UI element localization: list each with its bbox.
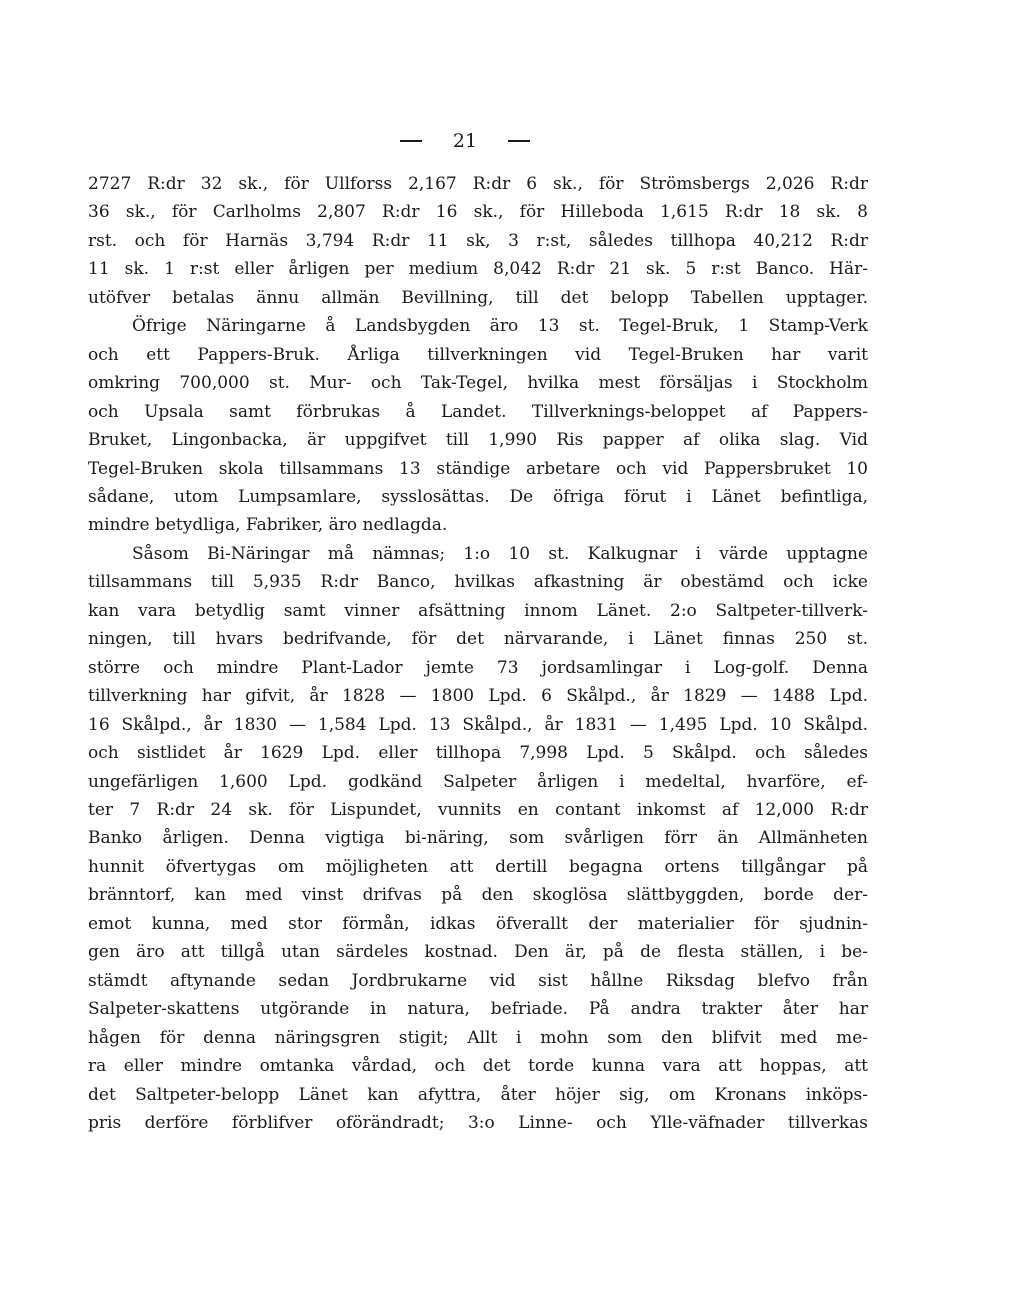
text-line: Bruket, Lingonbacka, är uppgifvet till 1,990 Ris papper af olika slag. Vid [88,430,868,451]
text-line: 36 sk., för Carlholms 2,807 R:dr 16 sk., för Hilleboda 1,615 R:dr 18 sk. 8 [88,202,868,223]
text-line: Banko årligen. Denna vigtiga bi-näring, som svårligen förr än Allmänheten [88,828,868,849]
text-line: omkring 700,000 st. Mur- och Tak-Tegel, hvilka mest försäljas i Stockholm [88,373,868,394]
text-line: hunnit öfvertygas om möjligheten att dertill begagna ortens tillgångar på [88,856,868,877]
text-line: det Saltpeter-belopp Länet kan afyttra, åter höjer sig, om Kronans inköps- [88,1084,868,1105]
text-line: mindre betydliga, Fabriker, äro nedlagda. [88,515,448,536]
text-line: och Upsala samt förbrukas å Landet. Tillverknings-beloppet af Pappers- [88,401,868,422]
text-line: ra eller mindre omtanka vårdad, och det torde kunna vara att hoppas, att [88,1056,868,1077]
text-line: stämdt aftynande sedan Jordbrukarne vid sist hållne Riksdag blefvo från [88,970,868,991]
text-line: och sistlidet år 1629 Lpd. eller tillhopa 7,998 Lpd. 5 Skålpd. och således [88,743,868,764]
text-line: Tegel-Bruken skola tillsammans 13 ständige arbetare och vid Pappersbruket 10 [88,458,868,479]
text-line: ter 7 R:dr 24 sk. för Lispundet, vunnits en contant inkomst af 12,000 R:dr [88,799,868,820]
text-line: gen äro att tillgå utan särdeles kostnad. Den är, på de flesta ställen, i be- [88,942,868,963]
header-dash-left [400,140,422,142]
text-line: bränntorf, kan med vinst drifvas på den skoglösa slättbyggden, borde der- [88,885,868,906]
text-line: hågen för denna näringsgren stigit; Allt i mohn som den blifvit med me- [88,1027,868,1048]
page-number: 21 [452,130,478,152]
text-line: emot kunna, med stor förmån, idkas öfverallt der materialier för sjudnin- [88,913,868,934]
text-line: större och mindre Plant-Lador jemte 73 jordsamlingar i Log-golf. Denna [88,657,868,678]
text-line: rst. och för Harnäs 3,794 R:dr 11 sk, 3 r:st, således tillhopa 40,212 R:dr [88,230,868,251]
text-line: sådane, utom Lumpsamlare, sysslosättas. De öfriga förut i Länet befintliga, [88,486,868,507]
text-line: 16 Skålpd., år 1830 — 1,584 Lpd. 13 Skålpd., år 1831 — 1,495 Lpd. 10 Skålpd. [88,714,868,735]
text-line: 11 sk. 1 r:st eller årligen per medium 8,042 R:dr 21 sk. 5 r:st Banco. Här- [88,259,868,280]
text-line: tillsammans till 5,935 R:dr Banco, hvilkas afkastning är obestämd och icke [88,572,868,593]
text-line: Öfrige Näringarne å Landsbygden äro 13 st. Tegel-Bruk, 1 Stamp-Verk [132,316,868,337]
page-header [400,130,530,152]
text-line: 2727 R:dr 32 sk., för Ullforss 2,167 R:dr 6 sk., för Strömsbergs 2,026 R:dr [88,174,868,194]
text-line: ningen, till hvars bedrifvande, för det närvarande, i Länet finnas 250 st. [88,629,868,650]
text-line: utöfver betalas ännu allmän Bevillning, till det belopp Tabellen upptager. [88,287,868,308]
text-line: och ett Pappers-Bruk. Årliga tillverkningen vid Tegel-Bruken har varit [88,344,868,365]
text-line: tillverkning har gifvit, år 1828 — 1800 Lpd. 6 Skålpd., år 1829 — 1488 Lpd. [88,686,868,707]
text-line: kan vara betydlig samt vinner afsättning innom Länet. 2:o Saltpeter-tillverk- [88,600,868,621]
header-dash-right [508,140,530,142]
text-line: pris derföre förblifver oförändradt; 3:o Linne- och Ylle-väfnader tillverkas [88,1112,868,1133]
text-line: Såsom Bi-Näringar må nämnas; 1:o 10 st. Kalkugnar i värde upptagne [132,543,868,564]
text-line: ungefärligen 1,600 Lpd. godkänd Salpeter årligen i medeltal, hvarföre, ef- [88,771,868,792]
text-line: Salpeter-skattens utgörande in natura, befriade. På andra trakter åter har [88,999,868,1020]
body-text [88,170,868,1137]
